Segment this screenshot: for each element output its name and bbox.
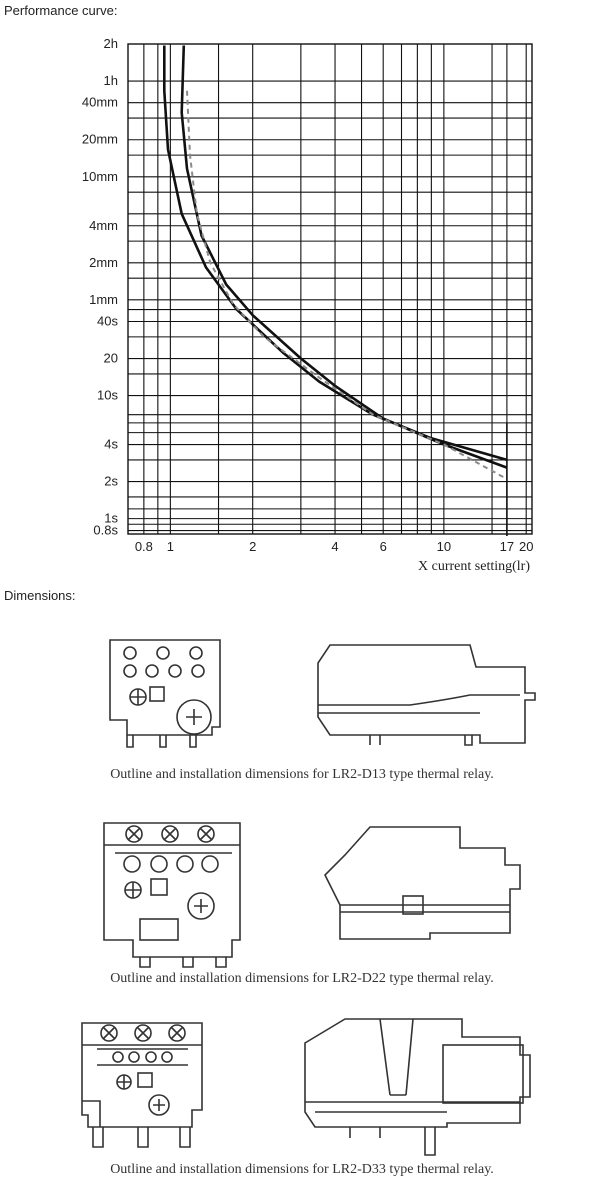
x-tick-label: 2 [249,539,257,554]
y-tick-label: 2s [104,473,118,489]
chart-grid [128,44,532,534]
x-tick-label: 1 [166,539,174,554]
chart-tick-labels [82,36,534,554]
y-tick-label: 2mm [89,254,118,270]
x-tick-label: 4 [331,539,339,554]
lr2-d22-front-view [104,823,240,967]
y-tick-label: 1s [104,510,118,526]
y-tick-label: 1mm [89,291,118,307]
lr2-d33-side-view [305,1019,530,1155]
x-tick-label: 17 [499,539,515,554]
y-tick-label: 40mm [81,94,118,110]
chart-curves [164,46,507,537]
x-tick-label: 0.8 [134,539,153,554]
y-tick-label: 20 [103,350,118,366]
y-tick-label: 10s [97,387,118,403]
performance-curve-chart [0,22,560,577]
y-tick-label: 4s [104,436,118,452]
performance-curve-heading: Performance curve: [4,3,118,18]
lr2-d13-side-view [318,645,535,745]
x-tick-label: 6 [379,539,387,554]
curve-dashed [187,91,507,479]
curve-solid-1 [182,46,507,468]
x-tick-label: 10 [436,539,452,554]
lr2-d33-caption: Outline and installation dimensions for LR2-D33 type thermal relay. [110,1162,494,1177]
dimension-drawings [0,605,615,1199]
x-axis-label: X current setting(lr) [418,559,530,574]
dimensions-heading: Dimensions: [4,588,76,603]
y-tick-label: 40s [97,313,118,329]
y-tick-label: 0.8s [93,522,118,538]
lr2-d22-caption: Outline and installation dimensions for LR2-D22 type thermal relay. [110,971,494,986]
lr2-d33-front-view [82,1023,202,1147]
plot-frame [128,44,532,534]
lr2-d13-caption: Outline and installation dimensions for LR2-D13 type thermal relay. [110,767,494,782]
y-tick-label: 10mm [81,168,118,184]
y-tick-label: 1h [103,73,118,89]
x-tick-label: 20 [518,539,534,554]
y-tick-label: 2h [103,36,118,51]
y-tick-label: 20mm [81,131,118,147]
lr2-d22-side-view [325,827,520,939]
lr2-d13-front-view [110,640,220,747]
curve-solid-2 [164,46,507,460]
y-tick-label: 4mm [89,217,118,233]
